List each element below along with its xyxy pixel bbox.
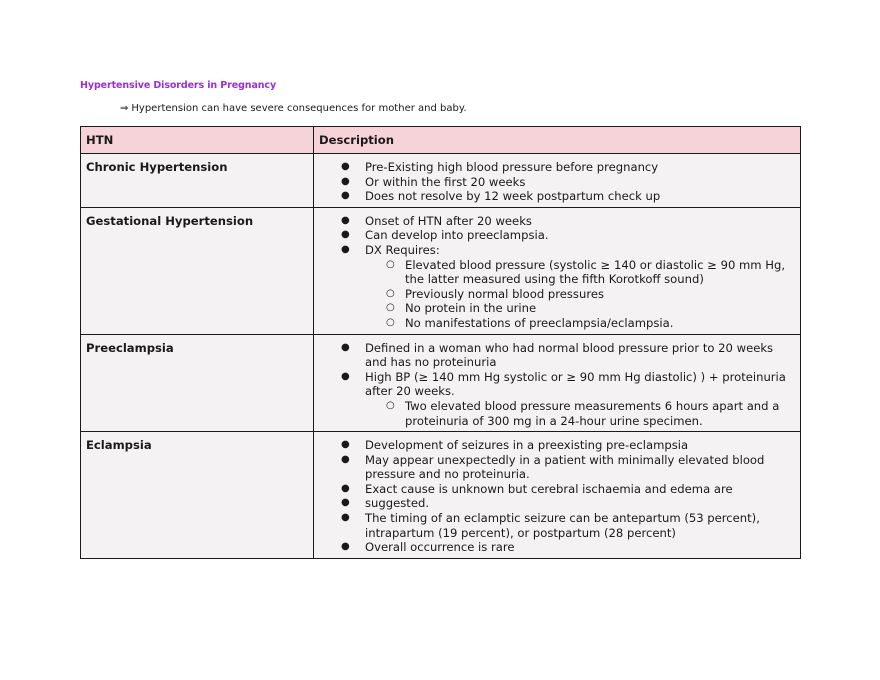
list-item-text: Development of seizures in a preexisting pre-eclampsia	[365, 438, 689, 453]
list-item-text: May appear unexpectedly in a patient with minimally elevated blood pressure and no proteinuria.	[365, 452, 765, 482]
list-item	[341, 340, 795, 370]
list-item-text: Does not resolve by 12 week postpartum check up	[365, 189, 661, 204]
bullet-filled-icon: ●	[341, 161, 350, 172]
bullet-filled-icon: ●	[341, 175, 350, 187]
list-item-text: DX Requires:	[365, 242, 440, 257]
arrow-icon: ⇒	[120, 103, 129, 114]
row-term: Chronic Hypertension	[81, 154, 314, 208]
sub-list-item	[386, 398, 795, 428]
list-item-text: suggested.	[365, 496, 430, 511]
list-item	[341, 213, 795, 229]
table-header-row	[81, 127, 801, 154]
list-item	[341, 189, 795, 204]
bullet-filled-icon: ●	[341, 512, 350, 524]
list-item	[341, 242, 795, 331]
bullet-hollow-icon: ○	[386, 258, 395, 270]
header-description: Description	[314, 127, 801, 154]
bullet-filled-icon: ●	[341, 370, 350, 382]
row-term: Preeclampsia	[81, 334, 314, 432]
bullet-hollow-icon: ○	[386, 287, 395, 299]
list-item-text: Overall occurrence is rare	[365, 540, 515, 555]
list-item-text: Defined in a woman who had normal blood pressure prior to 20 weeks and has no proteinuria	[365, 340, 774, 370]
table-row-preeclampsia	[81, 334, 801, 432]
intro-line	[120, 103, 467, 114]
bullet-filled-icon: ●	[341, 190, 350, 202]
bullet-filled-icon: ●	[341, 229, 350, 241]
bullet-filled-icon: ●	[341, 453, 350, 465]
table-row-eclampsia	[81, 432, 801, 559]
list-item	[341, 228, 795, 243]
bullet-list	[319, 214, 795, 331]
sub-list-item	[386, 257, 795, 287]
list-item	[341, 481, 795, 497]
list-item-text: The timing of an eclamptic seizure can be antepartum (53 percent), intrapartum (19 percent), or postpartum (28 percent)	[365, 511, 760, 540]
list-item-text: Can develop into preeclampsia.	[365, 228, 549, 243]
list-item-text: Exact cause is unknown but cerebral ischaemia and edema are	[365, 481, 733, 496]
table-body	[81, 154, 801, 559]
row-term: Eclampsia	[81, 432, 314, 559]
intro-text: Hypertension can have severe consequences for mother and baby.	[131, 103, 467, 114]
list-item	[341, 511, 795, 540]
sub-list-item-text: Two elevated blood pressure measurements 6 hours apart and a proteinuria of 300 mg in a 24-hour urine specimen.	[405, 398, 780, 428]
sub-bullet-list	[365, 258, 795, 331]
list-item	[341, 160, 795, 175]
list-item	[341, 369, 795, 428]
sub-list-item	[386, 286, 795, 302]
row-description	[314, 154, 801, 208]
row-description	[314, 334, 801, 432]
list-item	[341, 438, 795, 453]
sub-list-item-text: No protein in the urine	[405, 301, 537, 316]
list-item-text: Pre-Existing high blood pressure before pregnancy	[365, 160, 659, 174]
list-item-text: High BP (≥ 140 mm Hg systolic or ≥ 90 mm Hg diastolic) ) + proteinuria after 20 weeks.	[365, 369, 786, 399]
bullet-hollow-icon: ○	[386, 316, 395, 328]
bullet-hollow-icon: ○	[386, 302, 395, 314]
bullet-filled-icon: ●	[341, 482, 350, 494]
bullet-list	[319, 341, 795, 429]
list-item	[341, 496, 795, 511]
bullet-hollow-icon: ○	[386, 399, 395, 411]
sub-list-item-text: No manifestations of preeclampsia/eclampsia.	[405, 315, 674, 330]
row-description	[314, 432, 801, 559]
bullet-filled-icon: ●	[341, 341, 350, 353]
sub-list-item-text: Elevated blood pressure (systolic ≥ 140 or diastolic ≥ 90 mm Hg, the latter measured using the fifth Korotkoff sound)	[405, 257, 786, 287]
sub-list-item	[386, 315, 795, 331]
bullet-filled-icon: ●	[341, 439, 350, 451]
sub-bullet-list	[365, 399, 795, 428]
sub-list-item	[386, 301, 795, 316]
list-item	[341, 452, 795, 482]
bullet-list	[319, 438, 795, 555]
htn-table	[80, 126, 801, 559]
row-term: Gestational Hypertension	[81, 207, 314, 334]
bullet-filled-icon: ●	[341, 243, 350, 255]
sub-list-item-text: Previously normal blood pressures	[405, 286, 605, 301]
document-title: Hypertensive Disorders in Pregnancy	[80, 80, 277, 91]
bullet-filled-icon: ●	[341, 541, 350, 553]
list-item	[341, 540, 795, 555]
table-row-chronic-hypertension	[81, 154, 801, 208]
bullet-list	[319, 160, 795, 204]
row-description	[314, 207, 801, 334]
table-row-gestational-hypertension	[81, 207, 801, 334]
bullet-filled-icon: ●	[341, 214, 350, 226]
list-item-text: Onset of HTN after 20 weeks	[365, 213, 532, 228]
list-item-text: Or within the first 20 weeks	[365, 174, 526, 189]
bullet-filled-icon: ●	[341, 497, 350, 509]
list-item	[341, 174, 795, 190]
header-htn: HTN	[81, 127, 314, 154]
